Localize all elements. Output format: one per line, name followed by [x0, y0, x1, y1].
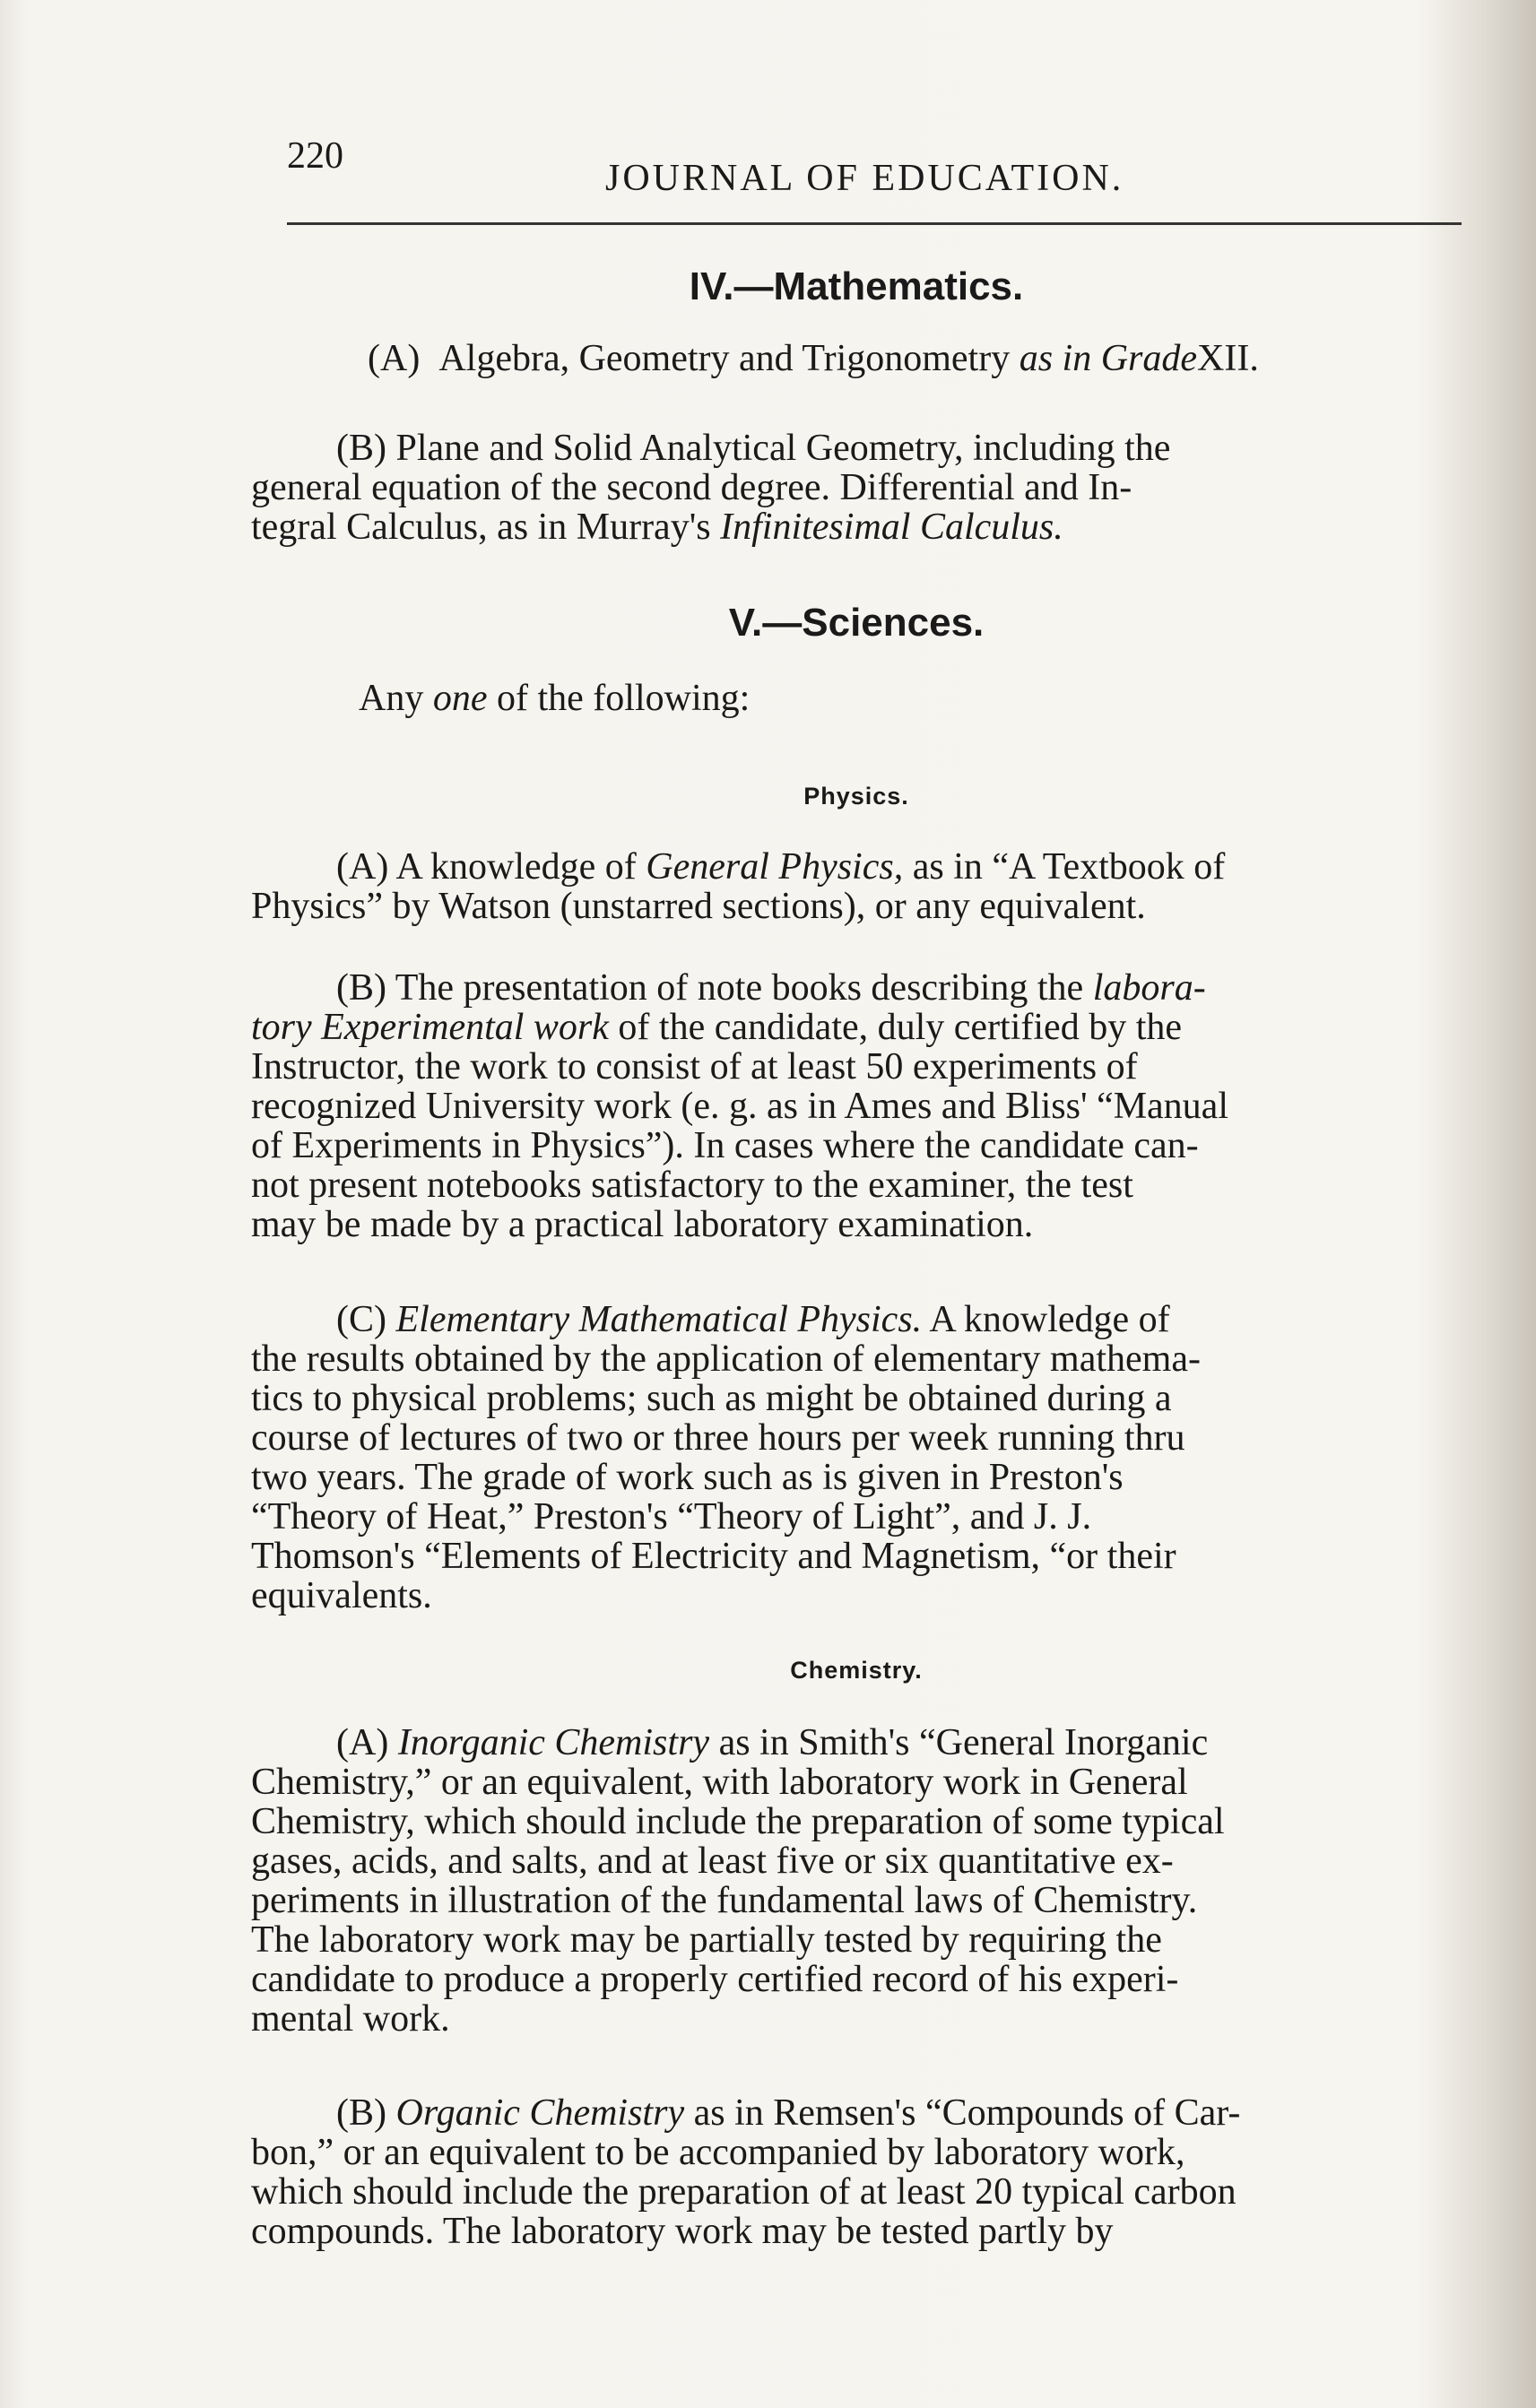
physics-heading: Physics. [803, 783, 909, 810]
italic-text: Infinitesimal Calculus. [720, 507, 1063, 548]
text-line [251, 1418, 1462, 1458]
physics-b [251, 968, 1462, 1244]
text-span: gases, acids, and salts, and at least five or six quantitative ex- [251, 1841, 1174, 1882]
text-span: as in Smith's “General Inorganic [709, 1722, 1209, 1763]
text-line [251, 2093, 1462, 2133]
text-line [251, 1960, 1462, 1999]
text-line [251, 1576, 1462, 1615]
text-line [251, 1379, 1462, 1418]
header-rule [287, 222, 1462, 225]
text-line [251, 1458, 1462, 1497]
section-iv-a: (A) Algebra, Geometry and Trigonometry as in GradeXII. [368, 338, 1259, 379]
text-line [251, 1881, 1462, 1920]
text-span: tics to physical problems; such as might be obtained during a [251, 1378, 1172, 1419]
text-line [251, 887, 1462, 926]
text-line [251, 1300, 1462, 1339]
text-line [251, 1763, 1462, 1802]
text-span: general equation of the second degree. Differential and In- [251, 467, 1132, 508]
italic-text: Elementary Mathematical Physics. [395, 1299, 923, 1340]
text-span: of Experiments in Physics”). In cases where the candidate can- [251, 1125, 1199, 1166]
text-span: A knowledge of [922, 1299, 1170, 1340]
text-line [251, 1497, 1462, 1537]
text-span: of the candidate, duly certified by the [608, 1007, 1183, 1048]
text-span: (B) [336, 2092, 396, 2134]
chemistry-a [251, 1723, 1462, 2039]
chemistry-b [251, 2093, 1462, 2251]
text-span: bon,” or an equivalent to be accompanied by laboratory work, [251, 2132, 1185, 2173]
text-line [251, 468, 1462, 507]
text-line [251, 1087, 1462, 1126]
text-line [251, 1339, 1462, 1379]
page-header [287, 134, 1462, 206]
text-span: compounds. The laboratory work may be tested partly by [251, 2211, 1114, 2252]
page-number: 220 [287, 135, 343, 177]
text-line [251, 1999, 1462, 2039]
text-line [251, 1802, 1462, 1841]
section-iv-heading: IV.—Mathematics. [689, 264, 1024, 308]
running-title: JOURNAL OF EDUCATION. [605, 158, 1124, 199]
text-span: (B) The presentation of note books describing the [336, 967, 1093, 1009]
text-line [251, 1723, 1462, 1763]
text-span: (C) [336, 1299, 396, 1340]
physics-a [251, 847, 1462, 926]
text-span: tegral Calculus, as in Murray's [251, 507, 721, 548]
text-span: Thomson's “Elements of Electricity and Magnetism, “or their [251, 1536, 1176, 1577]
italic-text: labora- [1092, 967, 1206, 1009]
text-span: Chemistry,” or an equivalent, with laboratory work in General [251, 1762, 1188, 1803]
physics-c [251, 1300, 1462, 1615]
text-line [251, 429, 1462, 468]
text-span: Chemistry, which should include the preparation of some typical [251, 1801, 1225, 1842]
text-span: mental work. [251, 1998, 450, 2040]
chemistry-heading: Chemistry. [790, 1657, 923, 1684]
section-v-intro: Any one of the following: [359, 678, 751, 719]
text-span: periments in illustration of the fundamental laws of Chemistry. [251, 1880, 1198, 1921]
text-span: not present notebooks satisfactory to the examiner, the test [251, 1165, 1133, 1206]
text-line [251, 507, 1462, 547]
section-v-heading: V.—Sciences. [728, 601, 985, 645]
text-line [251, 847, 1462, 887]
text-line [251, 1008, 1462, 1047]
text-line [251, 2172, 1462, 2212]
text-line [251, 2212, 1462, 2251]
text-span: which should include the preparation of at least 20 typical carbon [251, 2171, 1237, 2213]
text-line [251, 1047, 1462, 1087]
text-span: Instructor, the work to consist of at least 50 experiments of [251, 1046, 1138, 1087]
text-span: (A) [336, 1722, 398, 1763]
text-span: equivalents. [251, 1575, 432, 1616]
text-span: may be made by a practical laboratory examination. [251, 1204, 1034, 1245]
text-span: as in Remsen's “Compounds of Car- [684, 2092, 1241, 2134]
text-span: course of lectures of two or three hours per week running thru [251, 1417, 1185, 1459]
italic-text: General Physics, [646, 846, 904, 888]
text-line [251, 968, 1462, 1008]
text-span: as in “A Textbook of [903, 846, 1226, 888]
text-line [251, 1205, 1462, 1244]
text-span: candidate to produce a properly certified record of his experi- [251, 1959, 1179, 2000]
text-span: Physics” by Watson (unstarred sections), or any equivalent. [251, 886, 1146, 927]
section-iv-b [251, 429, 1462, 547]
text-line [251, 1537, 1462, 1576]
text-span: the results obtained by the application of elementary mathema- [251, 1338, 1201, 1380]
italic-text: Inorganic Chemistry [397, 1722, 710, 1763]
text-line [251, 1920, 1462, 1960]
italic-text: Organic Chemistry [395, 2092, 685, 2134]
text-span: (A) A knowledge of [336, 846, 647, 888]
text-line [251, 1841, 1462, 1881]
italic-text: tory Experimental work [251, 1007, 609, 1048]
text-span: The laboratory work may be partially tested by requiring the [251, 1919, 1162, 1961]
text-line [251, 2133, 1462, 2172]
text-span: two years. The grade of work such as is given in Preston's [251, 1457, 1124, 1498]
text-span: recognized University work (e. g. as in Ames and Bliss' “Manual [251, 1086, 1228, 1127]
text-line [251, 1165, 1462, 1205]
text-span: “Theory of Heat,” Preston's “Theory of Light”, and J. J. [251, 1496, 1092, 1537]
text-line [251, 1126, 1462, 1165]
text-span: (B) Plane and Solid Analytical Geometry, including the [336, 428, 1171, 469]
